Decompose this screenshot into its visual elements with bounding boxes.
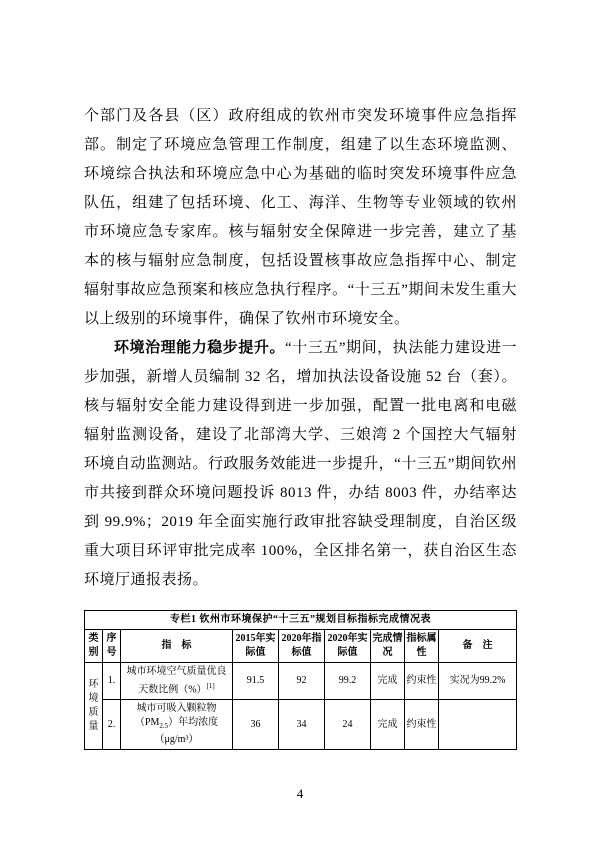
table-row xyxy=(85,663,517,700)
target-2020-cell: 34 xyxy=(279,700,325,750)
remarks-cell: 实况为99.2% xyxy=(439,663,517,700)
remarks-cell xyxy=(439,700,517,750)
value-2020-cell: 99.2 xyxy=(325,663,371,700)
category-cell: 环境质量 xyxy=(85,663,103,750)
column-header-attribute: 指标属性 xyxy=(405,630,439,663)
value-2015-cell: 91.5 xyxy=(233,663,279,700)
paragraph-text: “十三五”期间，执法能力建设进一步加强，新增人员编制 32 名，增加执法设备设施 52 台（套）。核与辐射安全能力建设得到进一步加强，配置一批电离和电磁辐射监测设备，建设了北部湾大学、三娘湾 2 个国控大气辐射环境自动监测站。行政服务效能进一步提升，“十三五”期间钦州市共接到群众环境问题投诉 8013 件，办结 8003 件，办结率达到 99.9%；2019 年全面实施行政审批容缺受理制度，自治区级重大项目环评审批完成率 100%，全区排名第一，获自治区生态环境厅通报表扬。 xyxy=(84,340,517,588)
row-number-cell: 2. xyxy=(103,700,121,750)
value-2015-cell: 36 xyxy=(233,700,279,750)
table-row xyxy=(85,700,517,750)
paragraph-text: 个部门及各县（区）政府组成的钦州市突发环境事件应急指挥部。制定了环境应急管理工作制度，组建了以生态环境监测、环境综合执法和环境应急中心为基础的临时突发环境事件应急队伍，组建了包括环境、化工、海洋、生物等专业领域的钦州市环境应急专家库。核与辐射安全保障进一步完善，建立了基本的核与辐射应急制度，包括设置核事故应急指挥中心、制定辐射事故应急预案和核应急执行程序。“十三五”期间未发生重大以上级别的环境事件，确保了钦州市环境安全。 xyxy=(84,108,517,327)
column-header-2020-actual: 2020年实际值 xyxy=(325,630,371,663)
column-header-completion: 完成情况 xyxy=(371,630,405,663)
value-2020-cell: 24 xyxy=(325,700,371,750)
footnote-marker: [1] xyxy=(206,682,215,690)
paragraph-lead: 环境治理能力稳步提升。 xyxy=(114,340,285,356)
table-header-row xyxy=(85,630,517,663)
table-title-row xyxy=(85,611,517,630)
target-2020-cell: 92 xyxy=(279,663,325,700)
attribute-cell: 约束性 xyxy=(405,663,439,700)
column-header-remarks: 备 注 xyxy=(439,630,517,663)
column-header-number: 序号 xyxy=(103,630,121,663)
status-cell: 完成 xyxy=(371,700,405,750)
column-header-indicator: 指 标 xyxy=(121,630,233,663)
indicator-cell: 城市环境空气质量优良天数比例（%）[1] xyxy=(121,663,233,700)
indicator-table xyxy=(84,610,517,750)
status-cell: 完成 xyxy=(371,663,405,700)
column-header-category: 类别 xyxy=(85,630,103,663)
paragraph xyxy=(84,334,517,595)
row-number-cell: 1. xyxy=(103,663,121,700)
attribute-cell: 约束性 xyxy=(405,700,439,750)
pm-subscript: 2.5 xyxy=(159,722,169,731)
column-header-2020-target: 2020年指标值 xyxy=(279,630,325,663)
page-number: 4 xyxy=(296,786,304,801)
table-title: 专栏1 钦州市环境保护“十三五”规划目标指标完成情况表 xyxy=(85,611,517,630)
indicator-cell: 城市可吸入颗粒物$(PM_{2.5})$年均浓度（μg/m³） xyxy=(121,700,233,750)
column-header-2015-actual: 2015年实际值 xyxy=(233,630,279,663)
document-body xyxy=(84,102,517,750)
paragraph xyxy=(84,102,517,334)
